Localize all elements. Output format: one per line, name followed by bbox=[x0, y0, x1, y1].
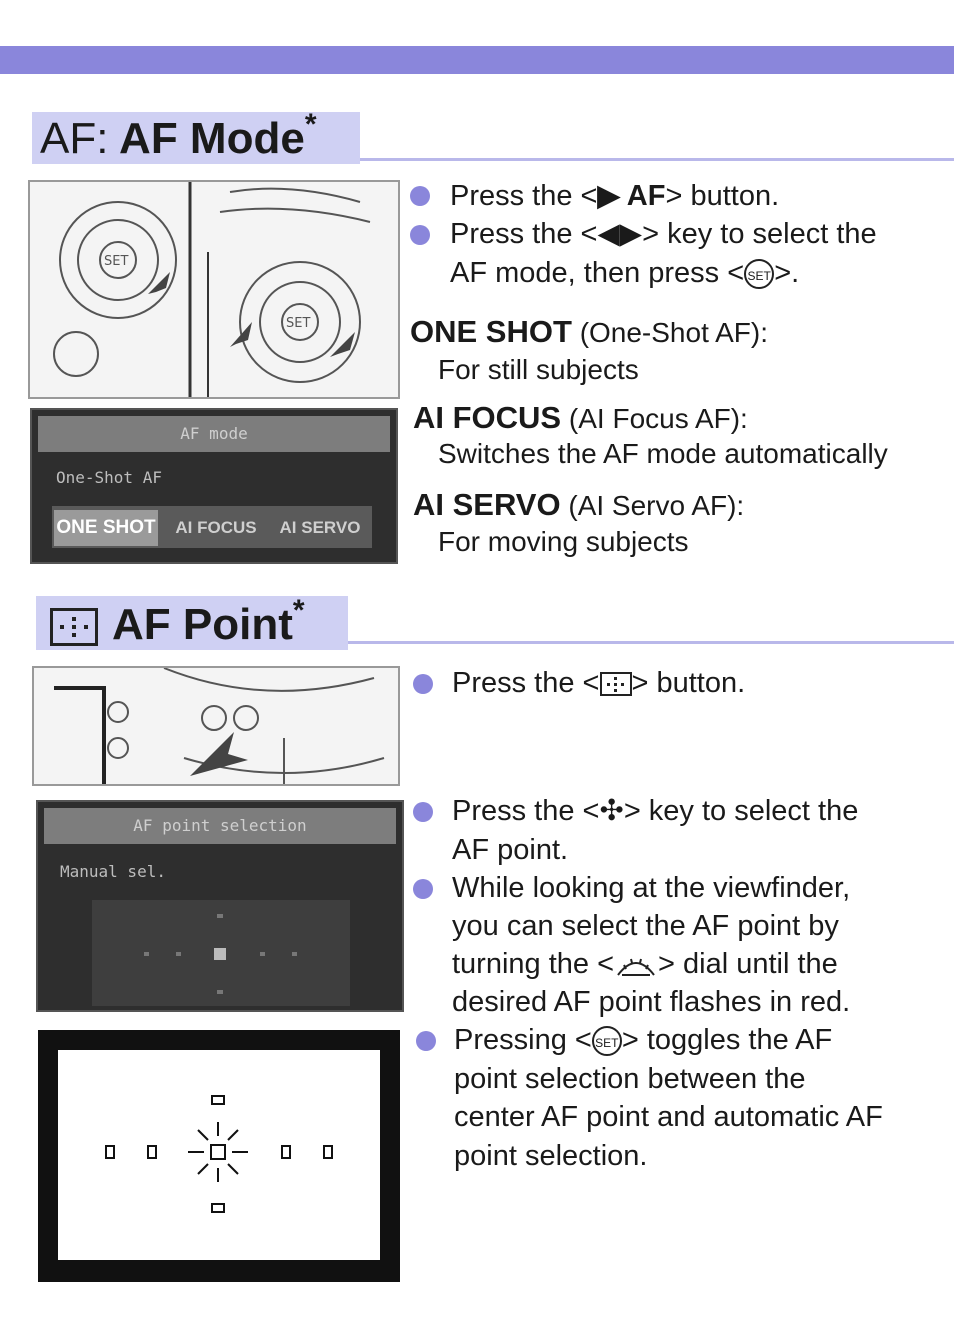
bullet-viewfinder-line3 bbox=[452, 945, 838, 984]
lcd-title: AF point selection bbox=[44, 808, 396, 844]
bullet-text: > key to select the bbox=[642, 218, 877, 250]
bullet-select-af-mode-cont bbox=[450, 254, 799, 293]
mode-ai-servo-desc: For moving subjects bbox=[438, 526, 689, 557]
mode-paren: (AI Focus AF): bbox=[568, 403, 748, 434]
lcd-option-one-shot[interactable]: ONE SHOT bbox=[54, 510, 158, 546]
bullet-text: > dial until the bbox=[658, 948, 838, 980]
af-point-key-icon bbox=[50, 608, 98, 646]
bullet-text: > key to select the bbox=[623, 795, 859, 827]
bullet-pressing-set-line4: point selection. bbox=[454, 1140, 648, 1172]
af-point-lcd-screen bbox=[36, 800, 404, 1012]
lcd-af-point-area bbox=[92, 900, 350, 1006]
bullet-select-af-point bbox=[452, 792, 858, 831]
mode-name: ONE SHOT bbox=[410, 314, 572, 349]
camera-back-illustration-af bbox=[28, 180, 400, 399]
bullet-text: Press the < bbox=[450, 218, 598, 250]
viewfinder-frame bbox=[58, 1050, 380, 1260]
mode-ai-focus bbox=[413, 400, 748, 436]
viewfinder-af-points bbox=[58, 1050, 380, 1260]
bullet-text: > button. bbox=[665, 180, 780, 212]
af-point-heading bbox=[50, 594, 305, 650]
bullet-text: >. bbox=[774, 257, 800, 289]
advanced-star-icon: * bbox=[292, 594, 305, 627]
camera-back-illustration-afpoint bbox=[32, 666, 400, 786]
mode-ai-servo bbox=[413, 487, 744, 523]
af-point-button-illustration bbox=[34, 668, 398, 784]
bullet-text: Pressing < bbox=[454, 1024, 592, 1056]
af-prefix: AF: bbox=[40, 114, 109, 163]
bullet-text: Press the < bbox=[450, 180, 598, 212]
mode-paren: (One-Shot AF): bbox=[579, 317, 768, 348]
mode-ai-focus-desc: Switches the AF mode automatically bbox=[438, 438, 888, 469]
mode-one-shot-desc: For still subjects bbox=[438, 354, 639, 385]
bullet-dot bbox=[413, 879, 433, 899]
bullet-dot bbox=[410, 225, 430, 245]
bullet-text: Press the < bbox=[452, 667, 600, 699]
set-button-icon: SET bbox=[744, 259, 774, 289]
af-point-button-icon bbox=[600, 672, 632, 696]
bullet-text: Press the < bbox=[452, 795, 600, 827]
bullet-dot bbox=[416, 1031, 436, 1051]
lcd-current-setting: Manual sel. bbox=[60, 862, 166, 881]
bullet-viewfinder-line4: desired AF point flashes in red. bbox=[452, 986, 851, 1018]
lcd-option-ai-focus[interactable]: AI FOCUS bbox=[175, 518, 257, 537]
af-mode-heading bbox=[40, 108, 317, 164]
af-point-grid-icon bbox=[53, 611, 95, 643]
bullet-select-af-point-cont: AF point. bbox=[452, 834, 569, 866]
mode-one-shot bbox=[410, 314, 768, 350]
bullet-viewfinder-line1: While looking at the viewfinder, bbox=[452, 872, 851, 904]
camera-control-illustration bbox=[30, 182, 398, 397]
lcd-option-ai-servo[interactable]: AI SERVO bbox=[279, 518, 361, 537]
af-mode-title: AF Mode bbox=[119, 114, 305, 163]
lcd-af-point-map bbox=[92, 900, 350, 1006]
cross-keys-icon: ✣ bbox=[599, 795, 624, 827]
bullet-viewfinder-line2: you can select the AF point by bbox=[452, 910, 839, 942]
bullet-press-af-point-button bbox=[452, 664, 745, 703]
lcd-title: AF mode bbox=[38, 416, 390, 452]
bullet-text: turning the < bbox=[452, 948, 615, 980]
viewfinder-illustration bbox=[38, 1030, 400, 1282]
bullet-text: > toggles the AF bbox=[621, 1024, 833, 1056]
bullet-text: AF mode, then press < bbox=[450, 257, 745, 289]
advanced-star-icon: * bbox=[304, 108, 317, 141]
af-point-title: AF Point bbox=[112, 600, 293, 649]
mode-name: AI SERVO bbox=[413, 487, 561, 522]
bullet-dot bbox=[410, 186, 430, 206]
bullet-pressing-set-line2: point selection between the bbox=[454, 1063, 806, 1095]
af-mode-lcd-screen bbox=[30, 408, 398, 564]
main-dial-icon bbox=[614, 951, 658, 979]
top-color-bar bbox=[0, 46, 954, 74]
svg-text:SET: SET bbox=[286, 316, 311, 331]
af-mode-header-rule bbox=[360, 158, 954, 161]
bullet-pressing-set-line3: center AF point and automatic AF bbox=[454, 1101, 883, 1133]
bullet-select-af-mode bbox=[450, 215, 877, 254]
bullet-text: > button. bbox=[631, 667, 746, 699]
bullet-pressing-set bbox=[454, 1021, 832, 1060]
set-button-icon: SET bbox=[592, 1026, 622, 1056]
svg-text:SET: SET bbox=[104, 254, 129, 269]
bullet-press-af-button bbox=[450, 177, 779, 216]
mode-paren: (AI Servo AF): bbox=[568, 490, 745, 521]
af-button-icon: ▶ AF bbox=[597, 180, 666, 212]
bullet-dot bbox=[413, 802, 433, 822]
lcd-current-setting: One-Shot AF bbox=[56, 468, 162, 487]
af-point-header-rule bbox=[348, 641, 954, 644]
mode-name: AI FOCUS bbox=[413, 400, 562, 435]
bullet-dot bbox=[413, 674, 433, 694]
left-right-key-icon: ◀▶ bbox=[597, 218, 643, 250]
